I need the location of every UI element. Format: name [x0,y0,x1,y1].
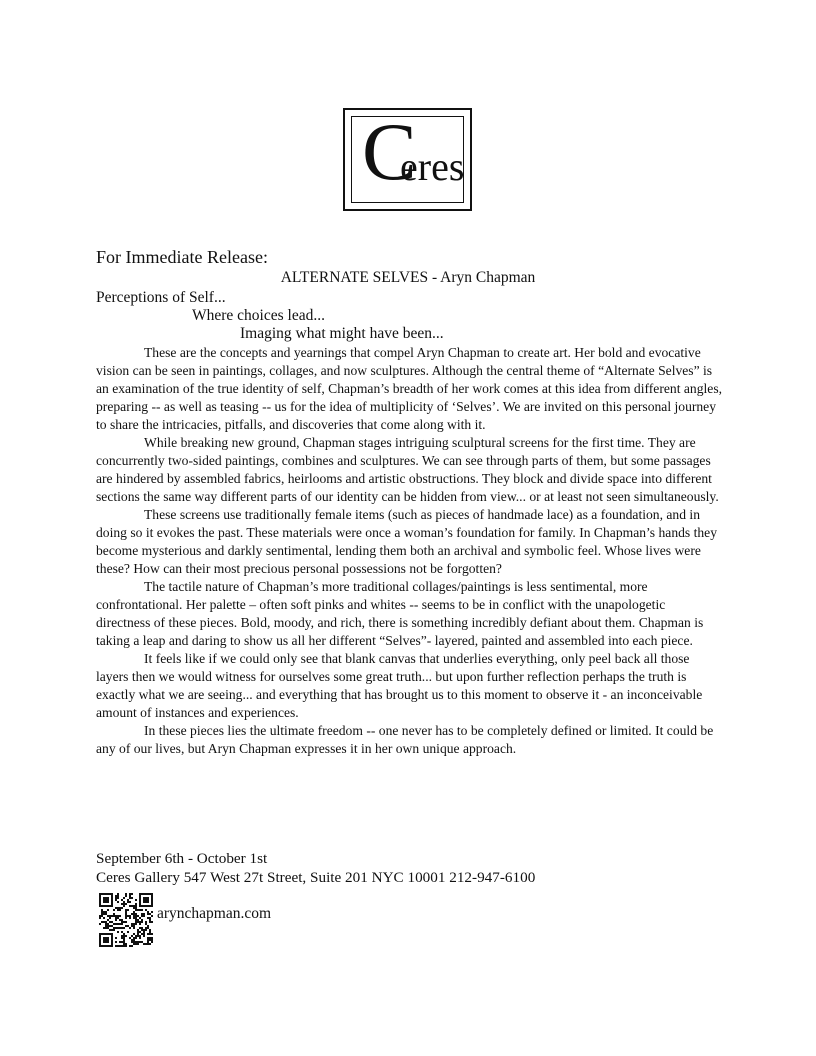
paragraph: In these pieces lies the ultimate freedom -- one never has to be completely defined or limited. It could be any of our lives, but Aryn Chapman expresses it in her own unique approach. [96,723,714,756]
logo-inner-frame [351,106,465,203]
poem-line: Imaging what might have been... [240,325,444,342]
exhibition-dates: September 6th - October 1st [96,850,268,867]
paragraph: It feels like if we could only see that blank canvas that underlies everything, only peel back all those layers then we would witness for ourselves some great truth... but upon further reflection perhaps the truth is exactly what we are seeing... and everything that has brought us to this moment to observe it - an inconceivable amount of instances and experiences. [96,651,703,720]
poem [96,289,444,343]
paragraph: These are the concepts and yearnings that compel Aryn Chapman to create art. Her bold and evocative vision can be seen in paintings, collages, and now sculptures. Although the central theme of “Alternate Selves” is an examination of the true identity of self, Chapman’s breadth of her work comes at this idea from different angles, preparing -- as well as teasing -- us for the idea of multiplicity of ‘Selves’. We are invited on this personal journey to share the intricacies, pitfalls, and discoveries that come along with it. [96,345,723,432]
press-release-body [96,344,722,758]
gallery-logo [343,108,472,211]
logo-initial: C [362,106,417,197]
exhibition-title: ALTERNATE SELVES - Aryn Chapman [280,269,536,286]
gallery-address: Ceres Gallery 547 West 27t Street, Suite 201 NYC 10001 212-947-6100 [96,869,536,886]
paragraph: While breaking new ground, Chapman stages intriguing sculptural screens for the first time. They are concurrently two-sided paintings, combines and sculptures. We can see through parts of them, but some passages are hindered by assembled fabrics, heirlooms and artistic obstructions. They block and divide space into different sections the same way different parts of our identity can be hidden from view... or at least not seen simultaneously. [96,435,719,504]
event-details [96,849,535,887]
website-link[interactable]: arynchapman.com [157,905,272,922]
poem-line: Perceptions of Self... [96,289,226,306]
poem-line: Where choices lead... [192,307,325,324]
qr-code-icon [99,893,153,947]
paragraph: These screens use traditionally female items (such as pieces of handmade lace) as a foundation, and in doing so it evokes the past. These materials were once a woman’s foundation for family. In Chapman’s hands they become mysterious and darkly sentimental, lending them both an archival and symbolic feel. Whose lives were these? How can their most precious personal possessions not be forgotten? [96,507,718,576]
release-heading: For Immediate Release: [96,247,268,267]
logo-text: eres [400,144,465,189]
paragraph: The tactile nature of Chapman’s more traditional collages/paintings is less sentimental, more confrontational. Her palette – often soft pinks and whites -- seems to be in conflict with the unapologetic directness of these pieces. Bold, moody, and rich, there is something incredibly defiant about them. Chapman is taking a leap and daring to show us all her different “Selves”- layered, painted and assembled into each piece. [96,579,704,648]
